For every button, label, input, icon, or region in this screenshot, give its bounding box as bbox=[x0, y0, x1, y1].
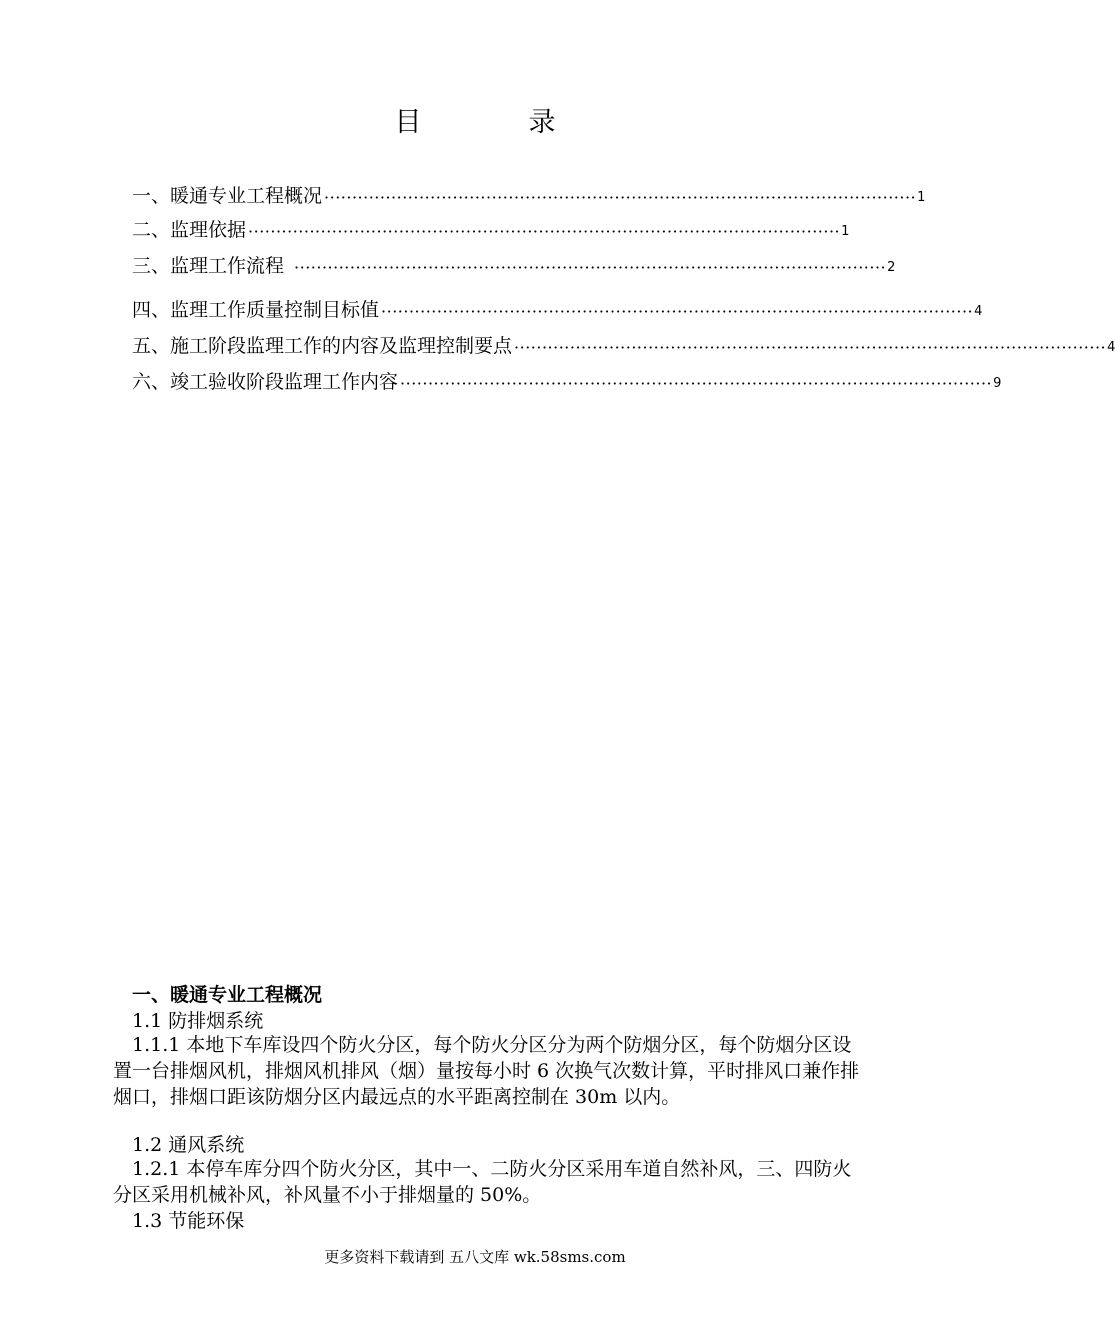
toc-entry-page: 1 bbox=[917, 190, 926, 205]
toc-leader-dots: ·········································································································· bbox=[400, 374, 993, 393]
toc-entry[interactable] bbox=[132, 252, 896, 278]
toc-entry-page: 1 bbox=[841, 224, 850, 239]
toc-entry-page: 2 bbox=[887, 260, 896, 275]
toc-entry[interactable] bbox=[132, 368, 1002, 394]
toc-entry[interactable] bbox=[132, 296, 983, 322]
toc-entry[interactable] bbox=[132, 216, 850, 242]
toc-entry-page: 4 bbox=[1107, 340, 1115, 355]
toc-leader-dots: ·········································································································· bbox=[294, 258, 887, 277]
toc-entry-label: 五、施工阶段监理工作的内容及监理控制要点 bbox=[132, 335, 513, 357]
toc-entry-label: 二、监理依据 bbox=[132, 219, 247, 241]
toc-entry-page: 4 bbox=[974, 304, 983, 319]
toc-entry-label: 六、竣工验收阶段监理工作内容 bbox=[132, 371, 399, 393]
paragraph: 1.1.1 本地下车库设四个防火分区，每个防火分区分为两个防烟分区，每个防烟分区设置一台排烟风机，排烟风机排风（烟）量按每小时 6 次换气次数计算，平时排风口兼作排烟口，排烟口距该防烟分区内最远点的水平距离控制在 30m 以内。 bbox=[113, 1034, 860, 1108]
toc-leader-dots: ·········································································································· bbox=[514, 338, 1107, 357]
paragraph: 1.2.1 本停车库分四个防火分区，其中一、二防火分区采用车道自然补风，三、四防火分区采用机械补风，补风量不小于排烟量的 50%。 bbox=[113, 1158, 852, 1206]
footer-text: 更多资料下载请到 五八文库 wk.58sms.com bbox=[324, 1248, 626, 1266]
toc-entry-label: 四、监理工作质量控制目标值 bbox=[132, 299, 380, 321]
toc-title: 目 录 bbox=[394, 107, 596, 138]
subsection-title: 1.3 节能环保 bbox=[132, 1210, 245, 1232]
subsection-title: 1.2 通风系统 bbox=[132, 1134, 245, 1156]
subsection-title: 1.1 防排烟系统 bbox=[132, 1010, 264, 1032]
toc-leader-dots: ·········································································································· bbox=[248, 222, 841, 241]
toc-entry[interactable] bbox=[132, 182, 926, 208]
toc-entry-label: 三、监理工作流程 bbox=[132, 255, 285, 277]
toc-entry[interactable] bbox=[132, 332, 1115, 358]
toc-leader-dots: ·········································································································· bbox=[381, 302, 974, 321]
toc-entry-label: 一、暖通专业工程概况 bbox=[132, 185, 323, 207]
toc-entry-page: 9 bbox=[993, 376, 1002, 391]
section-heading: 一、暖通专业工程概况 bbox=[132, 984, 323, 1006]
toc-leader-dots: ·········································································································· bbox=[324, 188, 917, 207]
